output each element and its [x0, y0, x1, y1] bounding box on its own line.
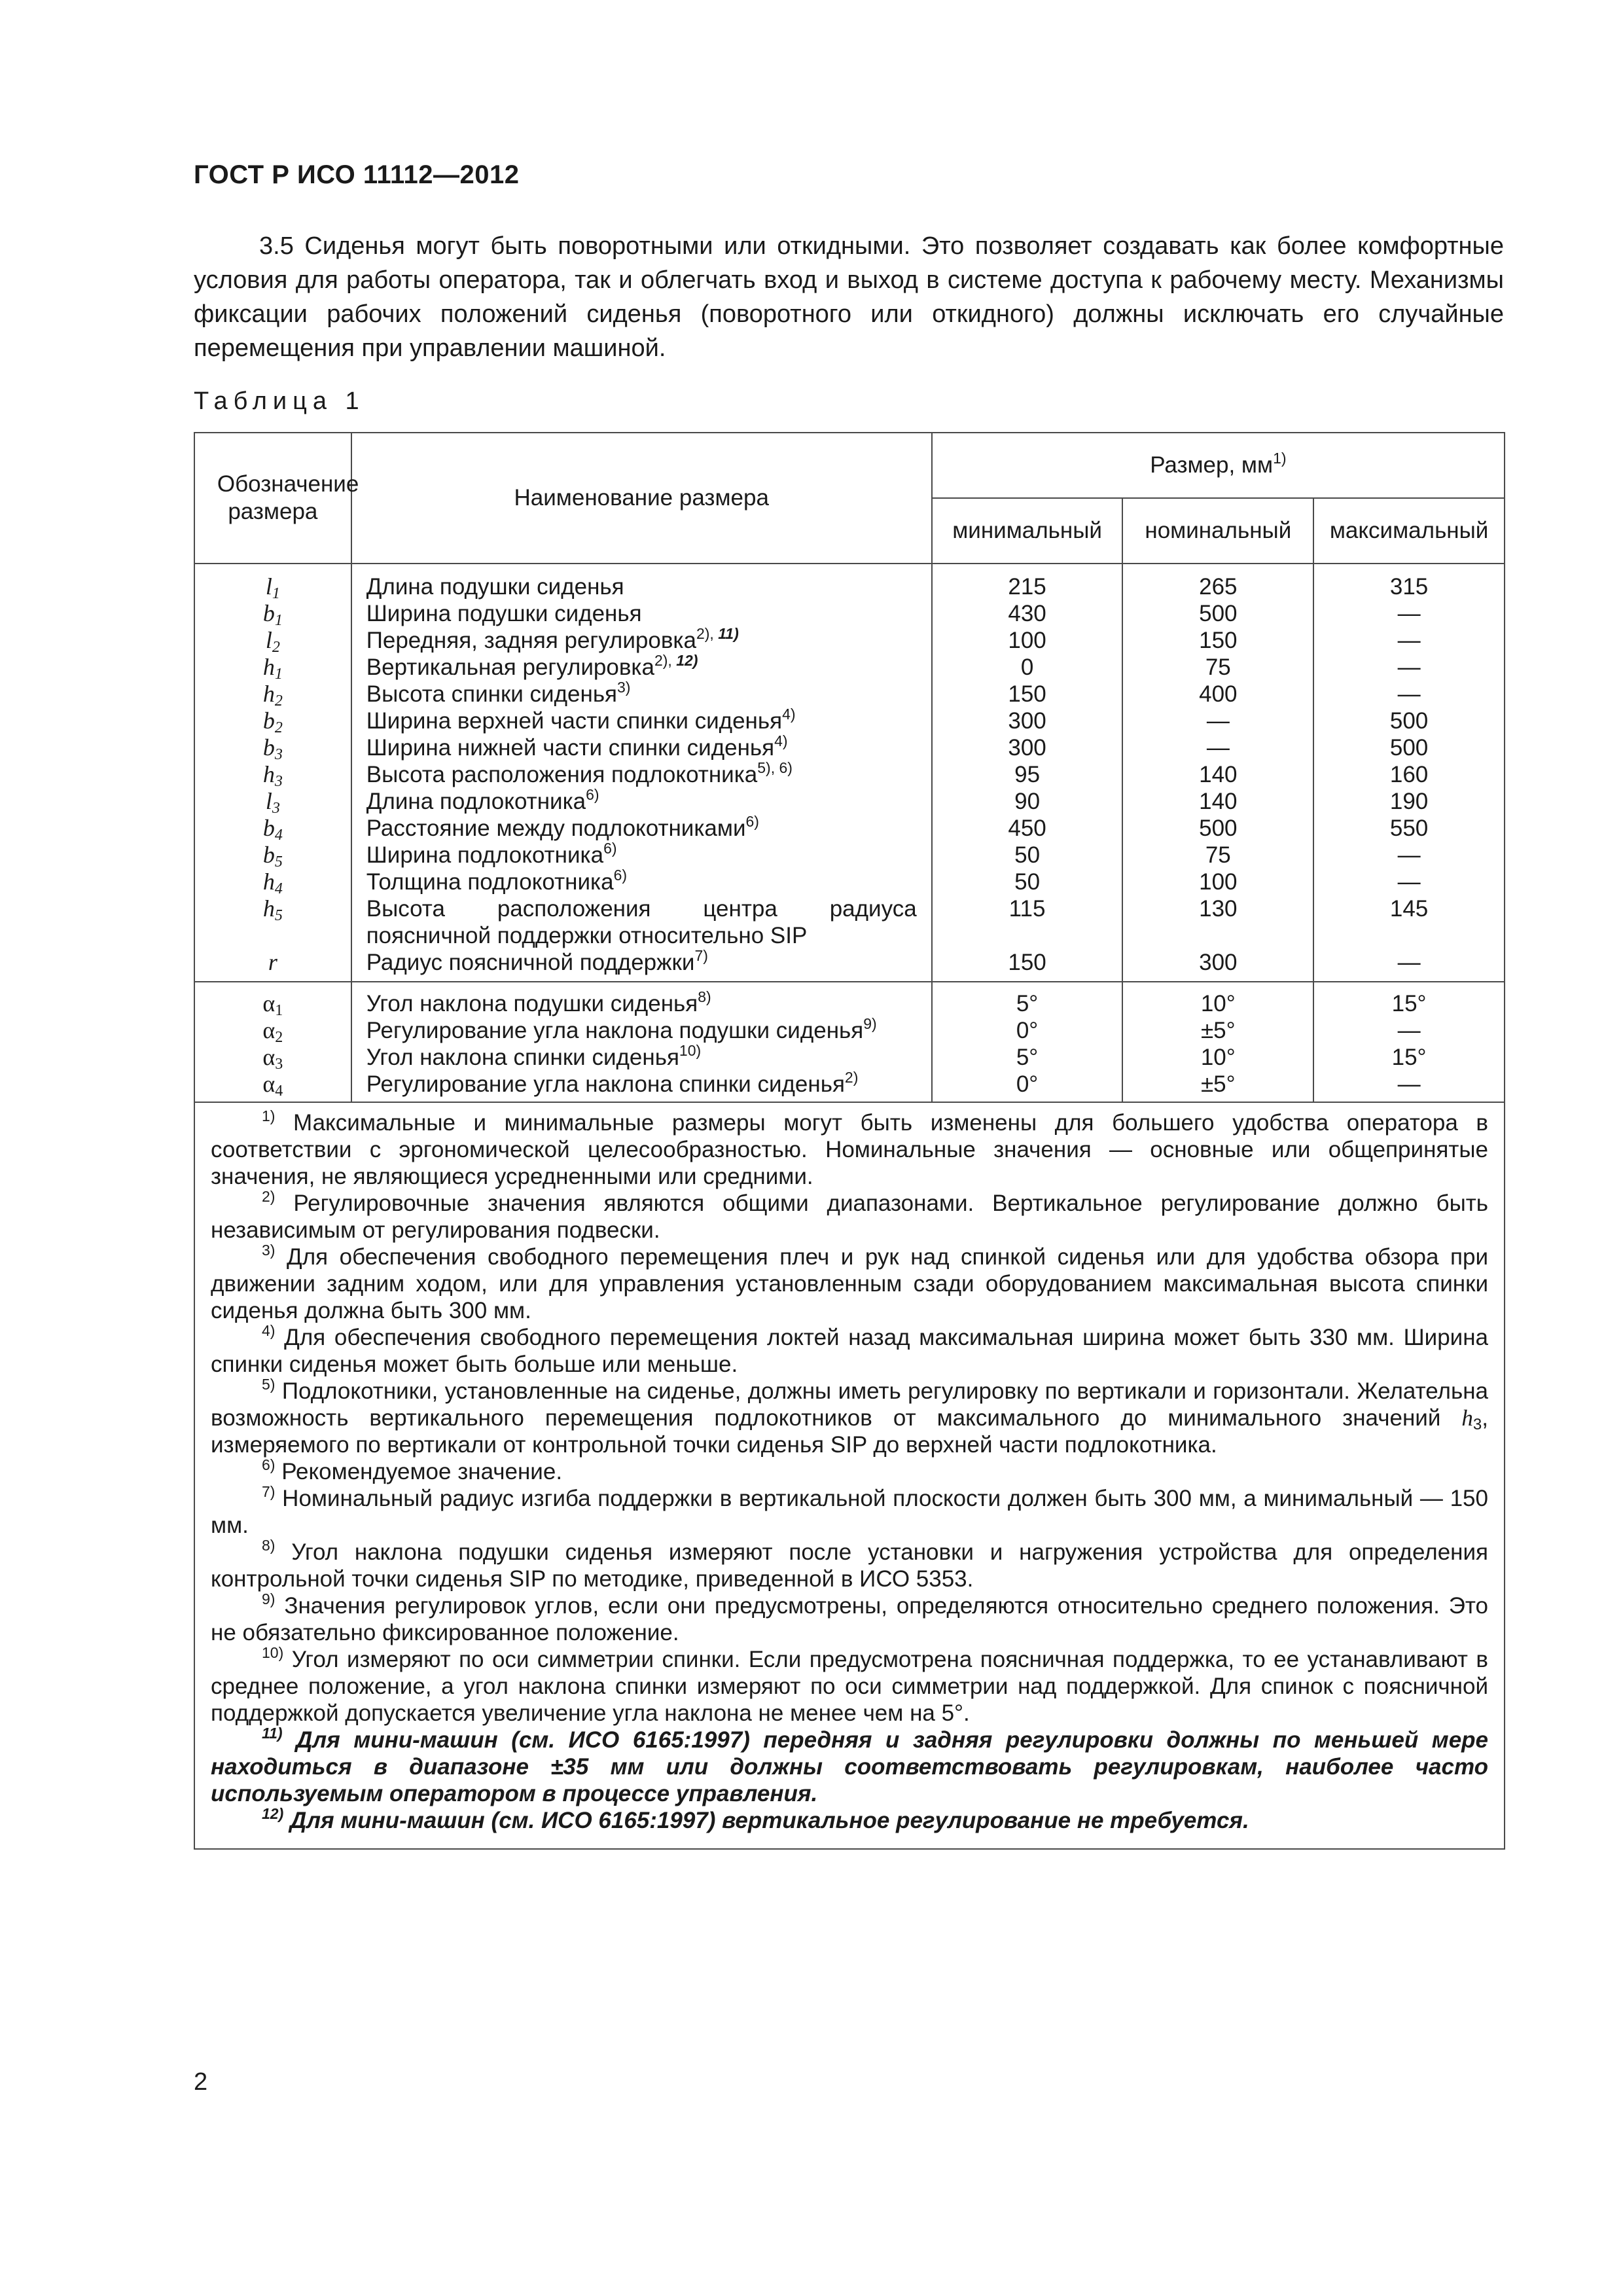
dimension-name: Ширина верхней части спинки сиденья$^{4)}$ [351, 708, 932, 734]
footnote: $^{4)}$ Для обеспечения свободного перемещения локтей назад максимальная ширина может быть 330 мм. Ширина спинки сиденья может быть больше или меньше. [211, 1322, 1489, 1377]
value-nom: 500 [1122, 815, 1313, 842]
footnote-ref: 8) [698, 988, 711, 1005]
dimension-symbol: $h_5$ [194, 895, 351, 949]
value-nom: 100 [1122, 869, 1313, 895]
table-row [194, 815, 1505, 842]
value-min: 150 [932, 681, 1123, 708]
dimension-symbol: $\alpha_1$ [194, 982, 351, 1017]
table-row [194, 982, 1505, 1017]
table-caption: Таблица 1 [194, 387, 365, 415]
value-nom: 10° [1122, 1044, 1313, 1071]
value-max: 15° [1313, 1044, 1505, 1071]
footnote: $^{8)}$ Угол наклона подушки сиденья измеряют после установки и нагружения устройства для определения контрольной точки сиденья SIP по методике, приведенной в ИСО 5353. [211, 1537, 1488, 1592]
dimension-name: Угол наклона подушки сиденья$^{8)}$ [351, 982, 932, 1017]
table-row [194, 681, 1505, 708]
value-max: — [1313, 842, 1505, 869]
table-row [194, 600, 1505, 627]
value-min: 0 [932, 654, 1123, 681]
footnote: $^{7)}$ Номинальный радиус изгиба поддержки в вертикальной плоскости должен быть 300 мм, а минимальный — 150 мм. [211, 1483, 1488, 1538]
dimension-name: Длина подушки сиденья [351, 573, 932, 600]
value-max: — [1313, 627, 1505, 654]
dimension-name: Длина подлокотника$^{6)}$ [351, 788, 932, 815]
table-row [194, 1044, 1505, 1071]
value-min: 0° [932, 1017, 1123, 1044]
dimension-name: Расстояние между подлокотниками$^{6)}$ [351, 815, 932, 842]
dimension-symbol: $h_1$ [194, 654, 351, 681]
value-min: 450 [932, 815, 1123, 842]
dimension-name: Регулирование угла наклона подушки сиденья$^{9)}$ [351, 1017, 932, 1044]
footnote: $^{12)}$ Для мини-машин (см. ИСО 6165:1997) вертикальное регулирование не требуется. [262, 1805, 1249, 1833]
value-max: 190 [1313, 788, 1505, 815]
footnote-ref: 4) [774, 732, 788, 749]
value-min: 50 [932, 842, 1123, 869]
value-min: 300 [932, 708, 1123, 734]
value-max: — [1313, 681, 1505, 708]
footnote-ref: 4) [782, 706, 796, 723]
value-min: 115 [932, 895, 1123, 949]
value-nom: — [1122, 708, 1313, 734]
value-nom: 140 [1122, 788, 1313, 815]
value-nom: 140 [1122, 761, 1313, 788]
value-max: 500 [1313, 734, 1505, 761]
value-nom: 10° [1122, 982, 1313, 1017]
footnote: $^{2)}$ Регулировочные значения являются общими диапазонами. Вертикальное регулирование должно быть независимым от регулирования подвески. [211, 1188, 1488, 1243]
value-max: — [1313, 654, 1505, 681]
table-row [194, 949, 1505, 982]
value-min: 100 [932, 627, 1123, 654]
value-nom: 75 [1122, 654, 1313, 681]
dimension-symbol: $\alpha_2$ [194, 1017, 351, 1044]
value-max: 500 [1313, 708, 1505, 734]
footnote: $^{9)}$ Значения регулировок углов, если они предусмотрены, определяются относительно среднего положения. Это не обязательно фиксированное положение. [211, 1590, 1489, 1645]
footnote-ref: 6) [613, 867, 628, 884]
dimension-symbol: $b_1$ [194, 600, 351, 627]
value-min: 300 [932, 734, 1123, 761]
footnote-ref: 3) [617, 679, 631, 696]
value-nom: — [1122, 734, 1313, 761]
dimension-symbol: $b_2$ [194, 708, 351, 734]
value-max: 15° [1313, 982, 1505, 1017]
table-notes [194, 1102, 1505, 1849]
value-min: 95 [932, 761, 1123, 788]
table-row [194, 761, 1505, 788]
footnote: $^{6)}$ Рекомендуемое значение. [262, 1456, 563, 1484]
dimension-name-line1: Высота расположения центра радиуса [366, 896, 917, 922]
table-row [194, 842, 1505, 869]
dimension-name: Радиус поясничной поддержки$^{7)}$ [351, 949, 932, 982]
footnote-ref: 7) [694, 947, 708, 964]
dimension-symbol: $\alpha_3$ [194, 1044, 351, 1071]
table-row [194, 627, 1505, 654]
value-max: 160 [1313, 761, 1505, 788]
dimension-name: Угол наклона спинки сиденья$^{10)}$ [351, 1044, 932, 1071]
dimension-symbol: $h_2$ [194, 681, 351, 708]
value-nom: 150 [1122, 627, 1313, 654]
footnote: $^{3)}$ Для обеспечения свободного перемещения плеч и рук над спинкой сиденья или для удобства обзора при движении задним ходом, или для управления установленным сзади оборудованием максимальная высота спинки сиденья должна быть 300 мм. [211, 1242, 1488, 1323]
value-max: — [1313, 949, 1505, 982]
value-max: — [1313, 869, 1505, 895]
header-nom: номинальный [1122, 498, 1313, 564]
value-nom: ±5° [1122, 1071, 1313, 1102]
value-nom: 130 [1122, 895, 1313, 949]
table-header [194, 433, 1505, 564]
dimension-symbol: $l_1$ [194, 573, 351, 600]
value-max: — [1313, 1017, 1505, 1044]
value-nom: ±5° [1122, 1017, 1313, 1044]
dimension-name: Ширина нижней части спинки сиденья$^{4)}$ [351, 734, 932, 761]
dimension-symbol: $l_3$ [194, 788, 351, 815]
dimension-symbol: $h_3$ [194, 761, 351, 788]
table-row [194, 869, 1505, 895]
header-size: Размер, $мм^{1)}$ [932, 433, 1505, 498]
footnote-ref: 6) [745, 813, 759, 830]
header-name: Наименование размера [351, 433, 932, 564]
intro-paragraph: 3.5 Сиденья могут быть поворотными или откидными. Это позволяет создавать как более комфортные условия для работы оператора, так и облегчать вход и выход в системе доступа к рабочему месту. Механизмы фиксации рабочих положений сиденья (поворотного или откидного) должны исключать его случайные перемещения при управлении машиной. [194, 232, 1504, 362]
value-min: 0° [932, 1071, 1123, 1102]
linear-dimensions-group [194, 564, 1505, 982]
footnote-ref: 2), 12) [654, 652, 698, 669]
footnote-ref: 10) [679, 1042, 702, 1059]
footnote: $^{5)}$ Подлокотники, установленные на сиденье, должны иметь регулировку по вертикали и горизонтали. Желательна возможность вертикального перемещения подлокотников от максимального до минимального значений $h_3$, измеряемого по вертикали от контрольной точки сиденья SIP до верхней части подлокотника. [211, 1376, 1488, 1458]
table-row [194, 788, 1505, 815]
page-number: 2 [194, 2068, 208, 2096]
dimension-symbol: $b_5$ [194, 842, 351, 869]
footnote-ref: 6) [586, 786, 599, 803]
value-nom: 265 [1122, 573, 1313, 600]
dimensions-table [194, 432, 1505, 1850]
footnote-ref: 5), 6) [757, 759, 793, 776]
footnote-ref: 2), 11) [696, 625, 739, 642]
value-min: 215 [932, 573, 1123, 600]
value-nom: 500 [1122, 600, 1313, 627]
value-max: 550 [1313, 815, 1505, 842]
table-row [194, 1071, 1505, 1102]
value-max: 315 [1313, 573, 1505, 600]
dimension-name: Высота спинки сиденья$^{3)}$ [351, 681, 932, 708]
table-row [194, 895, 1505, 949]
value-max: — [1313, 600, 1505, 627]
dimension-symbol: r [194, 949, 351, 982]
value-nom: 400 [1122, 681, 1313, 708]
value-min: 5° [932, 982, 1123, 1017]
value-min: 430 [932, 600, 1123, 627]
dimension-name: Вертикальная регулировка$^{2), 12)}$ [351, 654, 932, 681]
dimension-symbol: $\alpha_4$ [194, 1071, 351, 1102]
dimension-symbol: $l_2$ [194, 627, 351, 654]
value-nom: 75 [1122, 842, 1313, 869]
table-row [194, 708, 1505, 734]
dimension-name-line2: поясничной поддержки относительно SIP [366, 923, 808, 948]
dimension-name: Высота расположения подлокотника$^{5), 6)}$ [351, 761, 932, 788]
dimension-name: Регулирование угла наклона спинки сиденья$^{2)}$ [351, 1071, 932, 1102]
value-max: 145 [1313, 895, 1505, 949]
value-min: 50 [932, 869, 1123, 895]
angular-dimensions-group [194, 982, 1505, 1102]
table-row [194, 734, 1505, 761]
footnote: $^{11)}$ Для мини-машин (см. ИСО 6165:1997) передняя и задняя регулировки должны по меньшей мере находиться в диапазоне ±35 мм или должны соответствовать регулировкам, наиболее часто используемым оператором в процессе управления. [211, 1725, 1489, 1806]
dimension-symbol: $h_4$ [194, 869, 351, 895]
value-nom: 300 [1122, 949, 1313, 982]
table-row [194, 654, 1505, 681]
table-row [194, 573, 1505, 600]
value-min: 150 [932, 949, 1123, 982]
dimension-name [351, 895, 932, 949]
footnote-ref: 6) [603, 840, 617, 857]
footnote-ref: 9) [863, 1015, 877, 1032]
value-min: 5° [932, 1044, 1123, 1071]
header-symbol: Обозначение размера [194, 433, 351, 564]
document-header: ГОСТ Р ИСО 11112—2012 [194, 160, 520, 189]
footnote: $^{1)}$ Максимальные и минимальные размеры могут быть изменены для большего удобства оператора в соответствии с эргономической целесообразностью. Номинальные значения — основные или общепринятые значения, не являющиеся усредненными или средними. [211, 1107, 1488, 1189]
header-max: максимальный [1313, 498, 1505, 564]
dimension-symbol: $b_4$ [194, 815, 351, 842]
footnote: $^{10)}$ Угол измеряют по оси симметрии спинки. Если предусмотрена поясничная поддержка, то ее устанавливают в среднее положение, а угол наклона спинки измеряют по оси симметрии над поддержкой. Для спинок с поясничной поддержкой допускается увеличение угла наклона не менее чем на 5°. [211, 1644, 1488, 1726]
dimension-name: Ширина подлокотника$^{6)}$ [351, 842, 932, 869]
dimension-name: Ширина подушки сиденья [351, 600, 932, 627]
value-min: 90 [932, 788, 1123, 815]
table-row [194, 1017, 1505, 1044]
dimension-name: Передняя, задняя регулировка$^{2), 11)}$ [351, 627, 932, 654]
dimension-name: Толщина подлокотника$^{6)}$ [351, 869, 932, 895]
value-max: — [1313, 1071, 1505, 1102]
footnote-ref: 2) [844, 1069, 859, 1086]
header-min: минимальный [932, 498, 1123, 564]
dimension-symbol: $b_3$ [194, 734, 351, 761]
